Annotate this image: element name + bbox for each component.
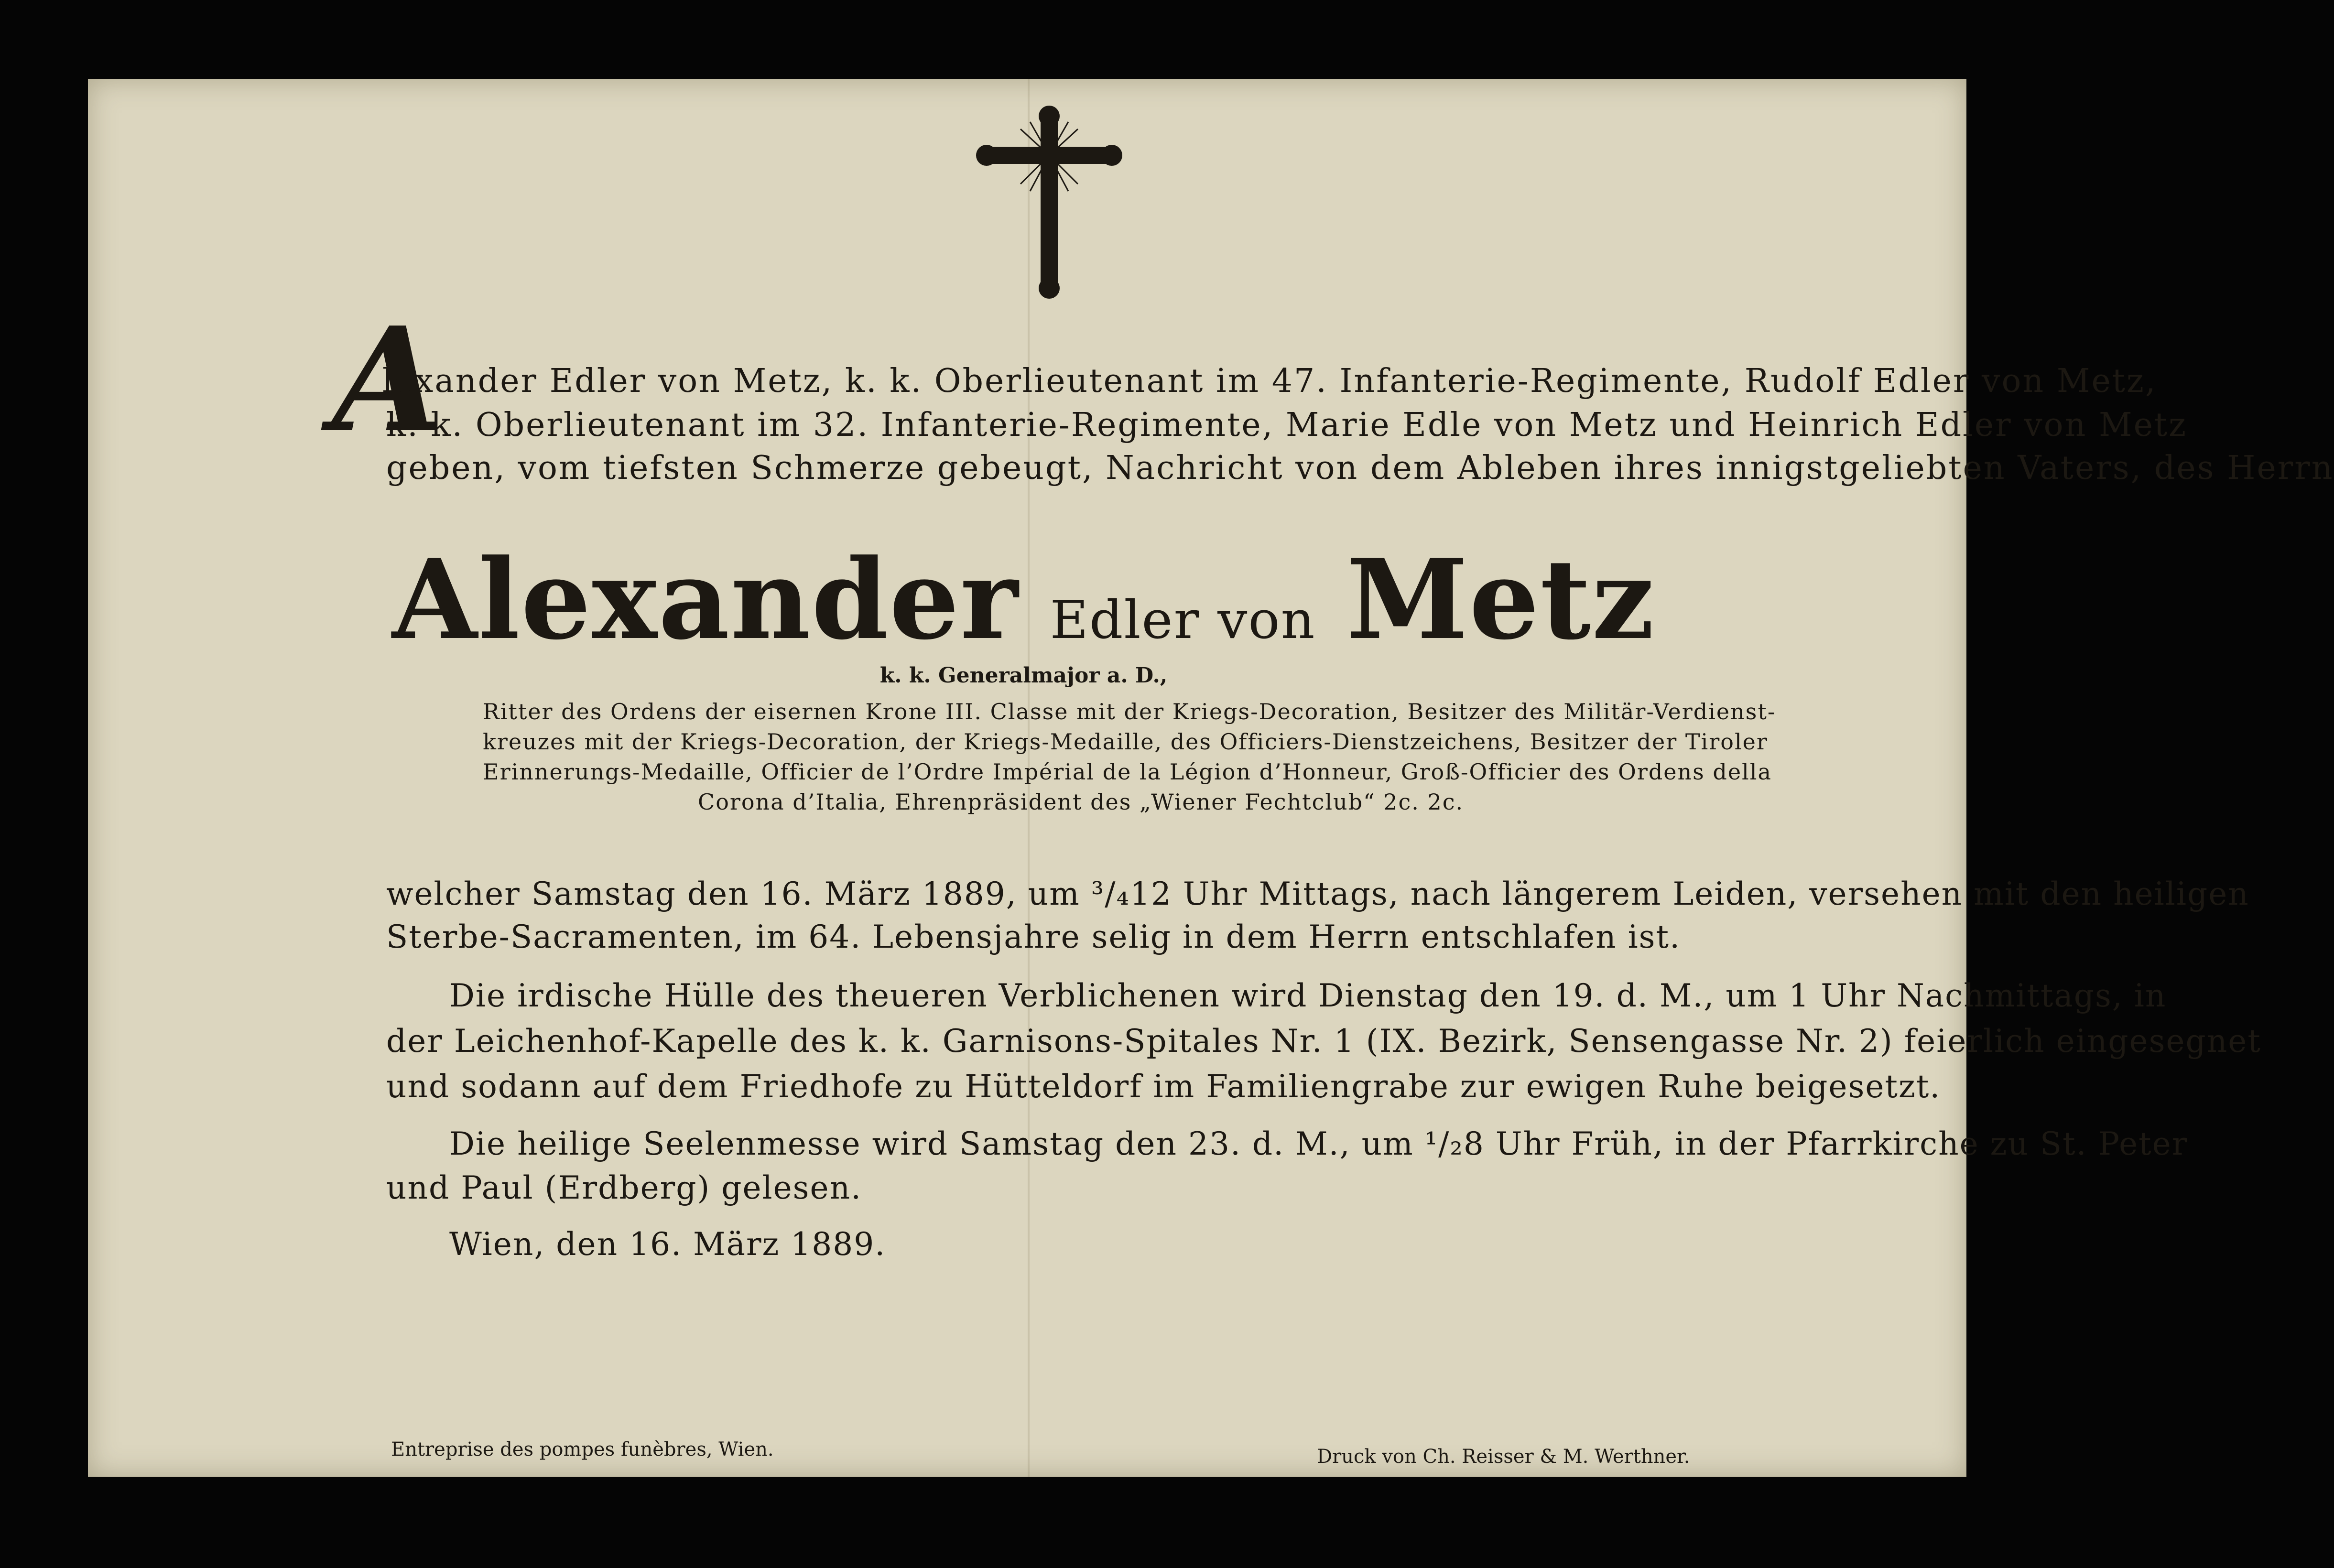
orders-line-4: Corona d’Italia, Ehrenpräsident des „Wiener Fechtclub“ 2c. 2c.: [698, 789, 1464, 815]
p1-line-2: Sterbe-Sacramenten, im 64. Lebensjahre selig in dem Herrn entschlafen ist.: [386, 919, 1681, 955]
orders-line-2: kreuzes mit der Kriegs-Decoration, der Kriegs-Medaille, des Officiers-Dienstzeichens, Besitzer der Tiroler: [483, 729, 1768, 755]
name-last: Metz: [1346, 535, 1655, 664]
cross-icon: [980, 108, 1118, 299]
p2-line-2: der Leichenhof-Kapelle des k. k. Garnisons-Spitales Nr. 1 (IX. Bezirk, Sensengasse Nr. 2) feierlich eingesegnet: [386, 1023, 2261, 1060]
deceased-rank: k. k. Generalmajor a. D.,: [879, 663, 1168, 688]
deceased-name: [0, 535, 2047, 664]
name-title: Edler von: [1050, 589, 1316, 650]
p2-line-1: Die irdische Hülle des theueren Verblichenen wird Dienstag den 19. d. M., um 1 Uhr Nachmittags, in: [449, 977, 2167, 1014]
intro-line-2: k. k. Oberlieutenant im 32. Infanterie-Regimente, Marie Edle von Metz und Heinrich Edler von Metz: [386, 406, 2187, 444]
orders-line-1: Ritter des Ordens der eisernen Krone III. Classe mit der Kriegs-Decoration, Besitzer des Militär-Verdienst-: [483, 699, 1776, 725]
intro-line-1: lexander Edler von Metz, k. k. Oberlieutenant im 47. Infanterie-Regimente, Rudolf Edler von Metz,: [382, 362, 2157, 400]
footer-printer: Druck von Ch. Reisser & M. Werthner.: [1317, 1446, 1690, 1468]
footer-undertaker: Entreprise des pompes funèbres, Wien.: [391, 1438, 774, 1460]
p3-line-2: und Paul (Erdberg) gelesen.: [386, 1169, 862, 1206]
orders-line-3: Erinnerungs-Medaille, Officier de l’Ordre Impérial de la Légion d’Honneur, Groß-Officier des Ordens della: [483, 759, 1772, 785]
drop-cap: A: [332, 295, 444, 464]
p1-line-1: welcher Samstag den 16. März 1889, um ³/₄12 Uhr Mittags, nach längerem Leiden, versehen mit den heiligen: [386, 876, 2249, 912]
name-first: Alexander: [392, 535, 1019, 664]
paper-fold-notch: [1025, 0, 1040, 19]
p3-line-1: Die heilige Seelenmesse wird Samstag den 23. d. M., um ¹/₂8 Uhr Früh, in der Pfarrkirche zu St. Peter: [449, 1125, 2188, 1162]
p2-line-3: und sodann auf dem Friedhofe zu Hütteldorf im Familiengrabe zur ewigen Ruhe beigesetzt.: [386, 1068, 1941, 1105]
place-date: Wien, den 16. März 1889.: [449, 1226, 886, 1263]
intro-line-3: geben, vom tiefsten Schmerze gebeugt, Nachricht von dem Ableben ihres innigstgeliebten Vaters, des Herrn: [386, 449, 2334, 487]
